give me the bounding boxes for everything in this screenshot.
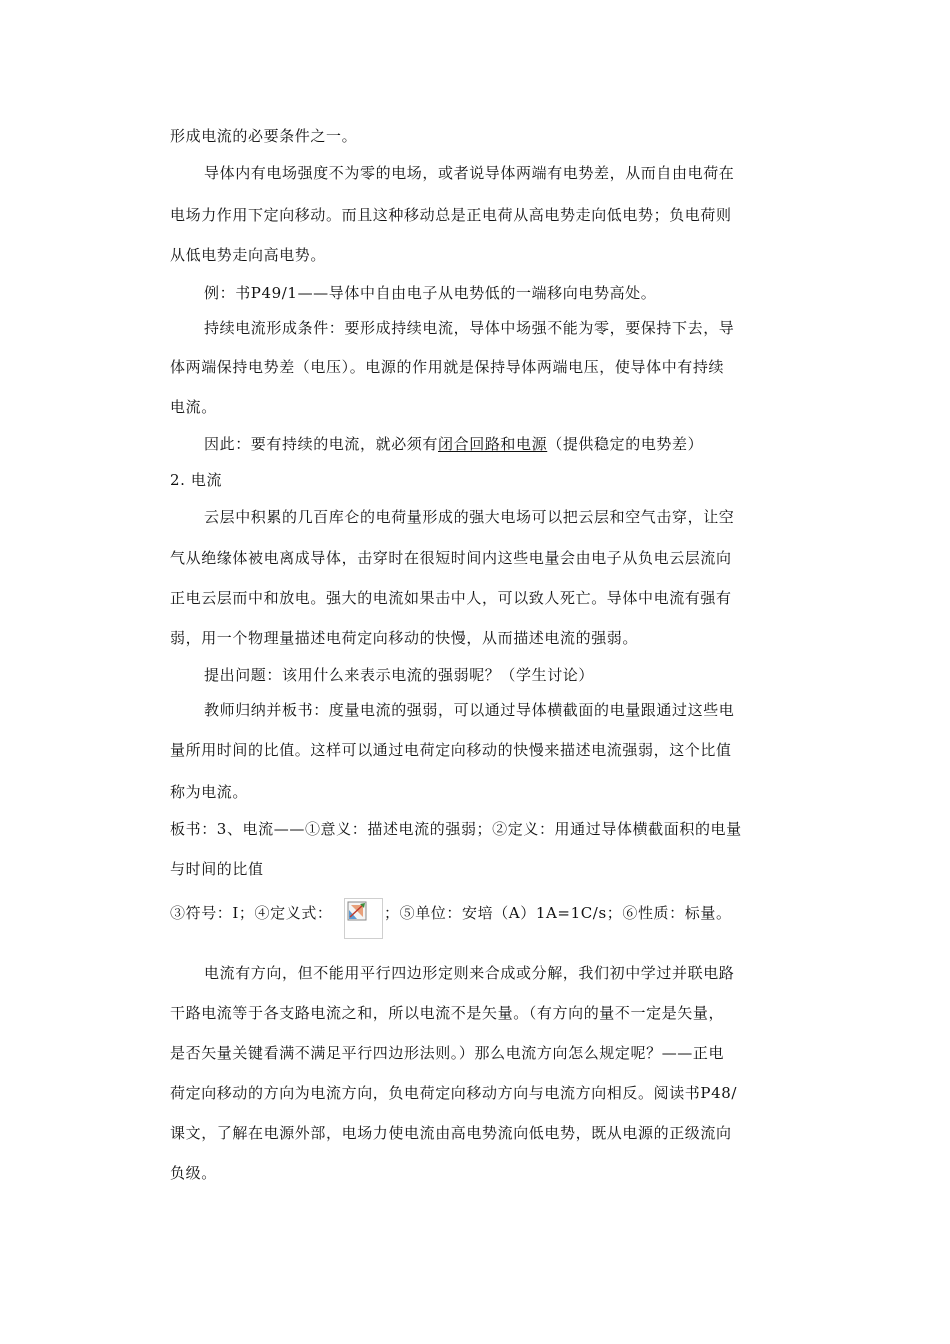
paragraph-line: 荷定向移动的方向为电流方向，负电荷定向移动方向与电流方向相反。阅读书P48/ <box>170 1084 738 1102</box>
paragraph-line: 电场力作用下定向移动。而且这种移动总是正电荷从高电势走向低电势；负电荷则 <box>170 206 732 224</box>
broken-image-icon <box>347 901 369 923</box>
conclusion-note: （提供稳定的电势差） <box>547 435 704 453</box>
paragraph-line: 是否矢量关键看满不满足平行四边形法则。）那么电流方向怎么规定呢？——正电 <box>170 1044 725 1062</box>
paragraph-line: ③符号：I；④定义式： <box>170 904 333 922</box>
paragraph-line: 板书：3、电流——①意义：描述电流的强弱；②定义：用通过导体横截面积的电量 <box>170 820 742 838</box>
paragraph-line: 与时间的比值 <box>170 860 264 878</box>
paragraph-line <box>204 434 703 454</box>
paragraph-line: 云层中积累的几百库仑的电荷量形成的强大电场可以把云层和空气击穿，让空 <box>204 508 735 526</box>
paragraph-line: 导体内有电场强度不为零的电场，或者说导体两端有电势差，从而自由电荷在 <box>204 164 735 182</box>
paragraph-line: 持续电流形成条件：要形成持续电流，导体中场强不能为零，要保持下去，导 <box>204 319 735 337</box>
paragraph-line: 正电云层而中和放电。强大的电流如果击中人，可以致人死亡。导体中电流有强有 <box>170 589 732 607</box>
paragraph-line: 形成电流的必要条件之一。 <box>170 127 358 145</box>
paragraph-line: 电流有方向，但不能用平行四边形定则来合成或分解，我们初中学过并联电路 <box>204 964 735 982</box>
paragraph-line: 负级。 <box>170 1164 217 1182</box>
paragraph-line: 气从绝缘体被电离成导体，击穿时在很短时间内这些电量会由电子从负电云层流向 <box>170 549 732 567</box>
paragraph-line: 体两端保持电势差（电压）。电源的作用就是保持导体两端电压，使导体中有持续 <box>170 358 725 376</box>
paragraph-line: 电流。 <box>170 398 217 416</box>
paragraph-line: 干路电流等于各支路电流之和，所以电流不是矢量。（有方向的量不一定是矢量， <box>170 1004 725 1022</box>
paragraph-line: 课文，了解在电源外部，电场力使电流由高电势流向低电势，既从电源的正级流向 <box>170 1124 732 1142</box>
paragraph-line: 提出问题：该用什么来表示电流的强弱呢？（学生讨论） <box>204 666 595 684</box>
paragraph-line: 从低电势走向高电势。 <box>170 246 327 264</box>
paragraph-line: 称为电流。 <box>170 783 249 801</box>
paragraph-line: 弱，用一个物理量描述电荷定向移动的快慢，从而描述电流的强弱。 <box>170 629 639 647</box>
paragraph-line: ；⑤单位：安培（A）1A=1C/s；⑥性质：标量。 <box>384 904 732 922</box>
underlined-text: 闭合回路和电源 <box>438 435 548 453</box>
formula-image <box>344 898 383 939</box>
paragraph-line: 例：书P49/1——导体中自由电子从电势低的一端移向电势高处。 <box>204 284 657 302</box>
conclusion-text: 因此：要有持续的电流，就必须有 <box>204 435 439 453</box>
paragraph-line: 量所用时间的比值。这样可以通过电荷定向移动的快慢来描述电流强弱，这个比值 <box>170 741 732 759</box>
paragraph-line: 教师归纳并板书：度量电流的强弱，可以通过导体横截面的电量跟通过这些电 <box>204 701 735 719</box>
section-heading: 2. 电流 <box>170 471 223 489</box>
